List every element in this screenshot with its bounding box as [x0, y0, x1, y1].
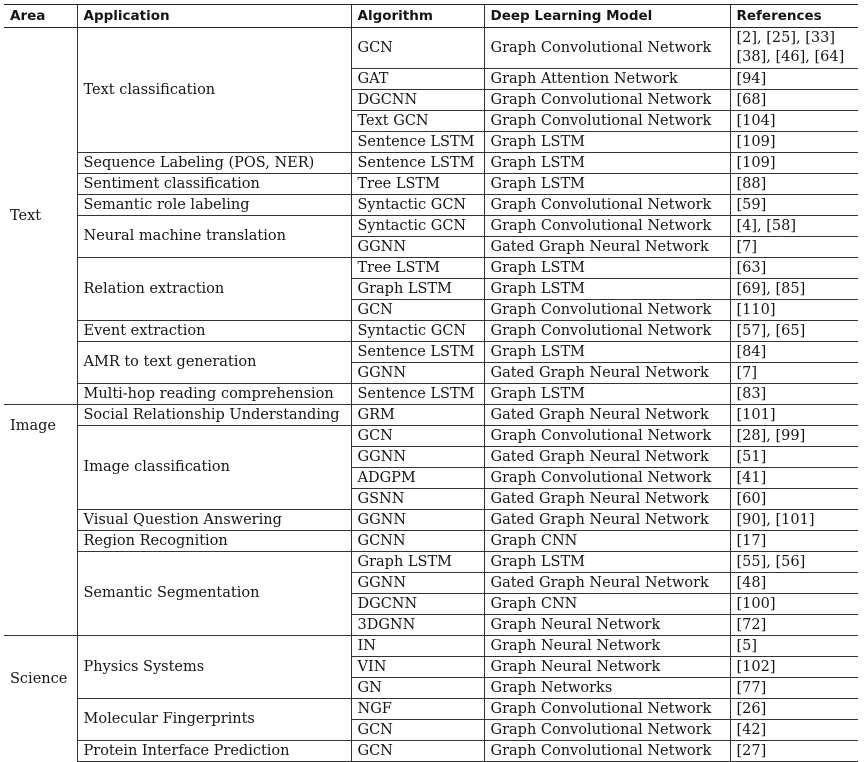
- algorithm-cell: GGNN: [351, 510, 484, 531]
- model-cell: Graph Convolutional Network: [484, 28, 730, 69]
- application-cell: Molecular Fingerprints: [77, 699, 351, 741]
- application-cell: Region Recognition: [77, 531, 351, 552]
- references-cell: [100]: [730, 594, 858, 615]
- header-area: Area: [4, 5, 77, 28]
- references-cell: [104]: [730, 111, 858, 132]
- table-row: [4, 28, 858, 69]
- application-cell: Social Relationship Understanding: [77, 405, 351, 426]
- area-cell: Text: [4, 28, 77, 405]
- table-row: [4, 258, 858, 279]
- algorithm-cell: Graph LSTM: [351, 279, 484, 300]
- header-references: References: [730, 5, 858, 28]
- references-cell: [84]: [730, 342, 858, 363]
- table-row: [4, 321, 858, 342]
- algorithm-cell: GCN: [351, 741, 484, 762]
- algorithm-cell: GCN: [351, 720, 484, 741]
- references-cell: [41]: [730, 468, 858, 489]
- header-row: [4, 5, 858, 28]
- references-cell: [28], [99]: [730, 426, 858, 447]
- model-cell: Gated Graph Neural Network: [484, 405, 730, 426]
- algorithm-cell: 3DGNN: [351, 615, 484, 636]
- header-algorithm: Algorithm: [351, 5, 484, 28]
- references-cell: [7]: [730, 363, 858, 384]
- algorithm-cell: Sentence LSTM: [351, 153, 484, 174]
- references-cell: [2], [25], [33] [38], [46], [64]: [730, 28, 858, 69]
- algorithm-cell: GSNN: [351, 489, 484, 510]
- application-cell: Event extraction: [77, 321, 351, 342]
- model-cell: Graph Convolutional Network: [484, 426, 730, 447]
- algorithm-cell: GGNN: [351, 237, 484, 258]
- table-row: [4, 426, 858, 447]
- model-cell: Graph Networks: [484, 678, 730, 699]
- header-application: Application: [77, 5, 351, 28]
- application-cell: Text classification: [77, 28, 351, 153]
- model-cell: Gated Graph Neural Network: [484, 510, 730, 531]
- algorithm-cell: GCNN: [351, 531, 484, 552]
- references-cell: [72]: [730, 615, 858, 636]
- references-cell: [60]: [730, 489, 858, 510]
- table-row: [4, 342, 858, 363]
- references-cell: [48]: [730, 573, 858, 594]
- model-cell: Graph Neural Network: [484, 615, 730, 636]
- model-cell: Graph LSTM: [484, 552, 730, 573]
- application-cell: Sentiment classification: [77, 174, 351, 195]
- table-row: [4, 510, 858, 531]
- table-row: [4, 531, 858, 552]
- references-cell: [27]: [730, 741, 858, 762]
- model-cell: Graph LSTM: [484, 342, 730, 363]
- algorithm-cell: DGCNN: [351, 594, 484, 615]
- table-row: [4, 195, 858, 216]
- table-row: [4, 216, 858, 237]
- references-cell: [102]: [730, 657, 858, 678]
- references-cell: [57], [65]: [730, 321, 858, 342]
- algorithm-cell: ADGPM: [351, 468, 484, 489]
- model-cell: Gated Graph Neural Network: [484, 363, 730, 384]
- references-cell: [90], [101]: [730, 510, 858, 531]
- model-cell: Graph Convolutional Network: [484, 468, 730, 489]
- application-cell: Sequence Labeling (POS, NER): [77, 153, 351, 174]
- references-cell: [42]: [730, 720, 858, 741]
- model-cell: Graph CNN: [484, 531, 730, 552]
- algorithm-cell: Sentence LSTM: [351, 342, 484, 363]
- area-cell: Image: [4, 405, 77, 636]
- references-cell: [94]: [730, 69, 858, 90]
- algorithm-cell: Sentence LSTM: [351, 132, 484, 153]
- algorithm-cell: GAT: [351, 69, 484, 90]
- header-model: Deep Learning Model: [484, 5, 730, 28]
- table-row: [4, 636, 858, 657]
- references-cell: [4], [58]: [730, 216, 858, 237]
- references-cell: [77]: [730, 678, 858, 699]
- algorithm-cell: Syntactic GCN: [351, 321, 484, 342]
- references-cell: [26]: [730, 699, 858, 720]
- model-cell: Graph CNN: [484, 594, 730, 615]
- references-cell: [110]: [730, 300, 858, 321]
- references-cell: [55], [56]: [730, 552, 858, 573]
- algorithm-cell: GGNN: [351, 447, 484, 468]
- model-cell: Graph Convolutional Network: [484, 195, 730, 216]
- algorithm-cell: GN: [351, 678, 484, 699]
- model-cell: Gated Graph Neural Network: [484, 573, 730, 594]
- table-row: [4, 174, 858, 195]
- application-cell: Physics Systems: [77, 636, 351, 699]
- algorithm-cell: IN: [351, 636, 484, 657]
- model-cell: Gated Graph Neural Network: [484, 447, 730, 468]
- algorithm-cell: DGCNN: [351, 90, 484, 111]
- table-row: [4, 699, 858, 720]
- algorithm-cell: GGNN: [351, 363, 484, 384]
- model-cell: Graph LSTM: [484, 174, 730, 195]
- algorithm-cell: VIN: [351, 657, 484, 678]
- model-cell: Graph Neural Network: [484, 636, 730, 657]
- references-cell: [83]: [730, 384, 858, 405]
- application-cell: Neural machine translation: [77, 216, 351, 258]
- model-cell: Graph LSTM: [484, 384, 730, 405]
- algorithm-cell: Text GCN: [351, 111, 484, 132]
- table-row: [4, 741, 858, 762]
- model-cell: Graph Convolutional Network: [484, 741, 730, 762]
- application-cell: Semantic role labeling: [77, 195, 351, 216]
- algorithm-cell: Tree LSTM: [351, 174, 484, 195]
- table-row: [4, 384, 858, 405]
- references-cell: [109]: [730, 132, 858, 153]
- algorithm-cell: Syntactic GCN: [351, 216, 484, 237]
- algorithm-cell: GCN: [351, 300, 484, 321]
- model-cell: Graph Neural Network: [484, 657, 730, 678]
- references-cell: [17]: [730, 531, 858, 552]
- application-cell: Multi-hop reading comprehension: [77, 384, 351, 405]
- references-cell: [59]: [730, 195, 858, 216]
- model-cell: Graph Convolutional Network: [484, 300, 730, 321]
- references-cell: [7]: [730, 237, 858, 258]
- algorithm-cell: Graph LSTM: [351, 552, 484, 573]
- references-cell: [69], [85]: [730, 279, 858, 300]
- references-cell: [5]: [730, 636, 858, 657]
- model-cell: Graph Convolutional Network: [484, 321, 730, 342]
- application-cell: Protein Interface Prediction: [77, 741, 351, 762]
- algorithm-cell: GRM: [351, 405, 484, 426]
- model-cell: Gated Graph Neural Network: [484, 489, 730, 510]
- algorithm-cell: Syntactic GCN: [351, 195, 484, 216]
- model-cell: Graph LSTM: [484, 132, 730, 153]
- model-cell: Graph Convolutional Network: [484, 699, 730, 720]
- references-cell: [101]: [730, 405, 858, 426]
- table-row: [4, 153, 858, 174]
- application-cell: Relation extraction: [77, 258, 351, 321]
- model-cell: Graph Convolutional Network: [484, 111, 730, 132]
- application-cell: AMR to text generation: [77, 342, 351, 384]
- table-row: [4, 552, 858, 573]
- references-cell: [63]: [730, 258, 858, 279]
- applications-table: [4, 4, 858, 762]
- model-cell: Graph LSTM: [484, 153, 730, 174]
- table-row: [4, 405, 858, 426]
- application-cell: Semantic Segmentation: [77, 552, 351, 636]
- algorithm-cell: GCN: [351, 28, 484, 69]
- area-cell: Science: [10, 671, 68, 687]
- model-cell: Graph LSTM: [484, 279, 730, 300]
- algorithm-cell: Sentence LSTM: [351, 384, 484, 405]
- model-cell: Graph Convolutional Network: [484, 720, 730, 741]
- algorithm-cell: GGNN: [351, 573, 484, 594]
- algorithm-cell: NGF: [351, 699, 484, 720]
- algorithm-cell: Tree LSTM: [351, 258, 484, 279]
- model-cell: Gated Graph Neural Network: [484, 237, 730, 258]
- references-cell: [51]: [730, 447, 858, 468]
- application-cell: Image classification: [77, 426, 351, 510]
- model-cell: Graph Convolutional Network: [484, 90, 730, 111]
- algorithm-cell: GCN: [351, 426, 484, 447]
- references-cell: [88]: [730, 174, 858, 195]
- model-cell: Graph Convolutional Network: [484, 216, 730, 237]
- references-cell: [109]: [730, 153, 858, 174]
- application-cell: Visual Question Answering: [77, 510, 351, 531]
- model-cell: Graph Attention Network: [484, 69, 730, 90]
- model-cell: Graph LSTM: [484, 258, 730, 279]
- references-cell: [68]: [730, 90, 858, 111]
